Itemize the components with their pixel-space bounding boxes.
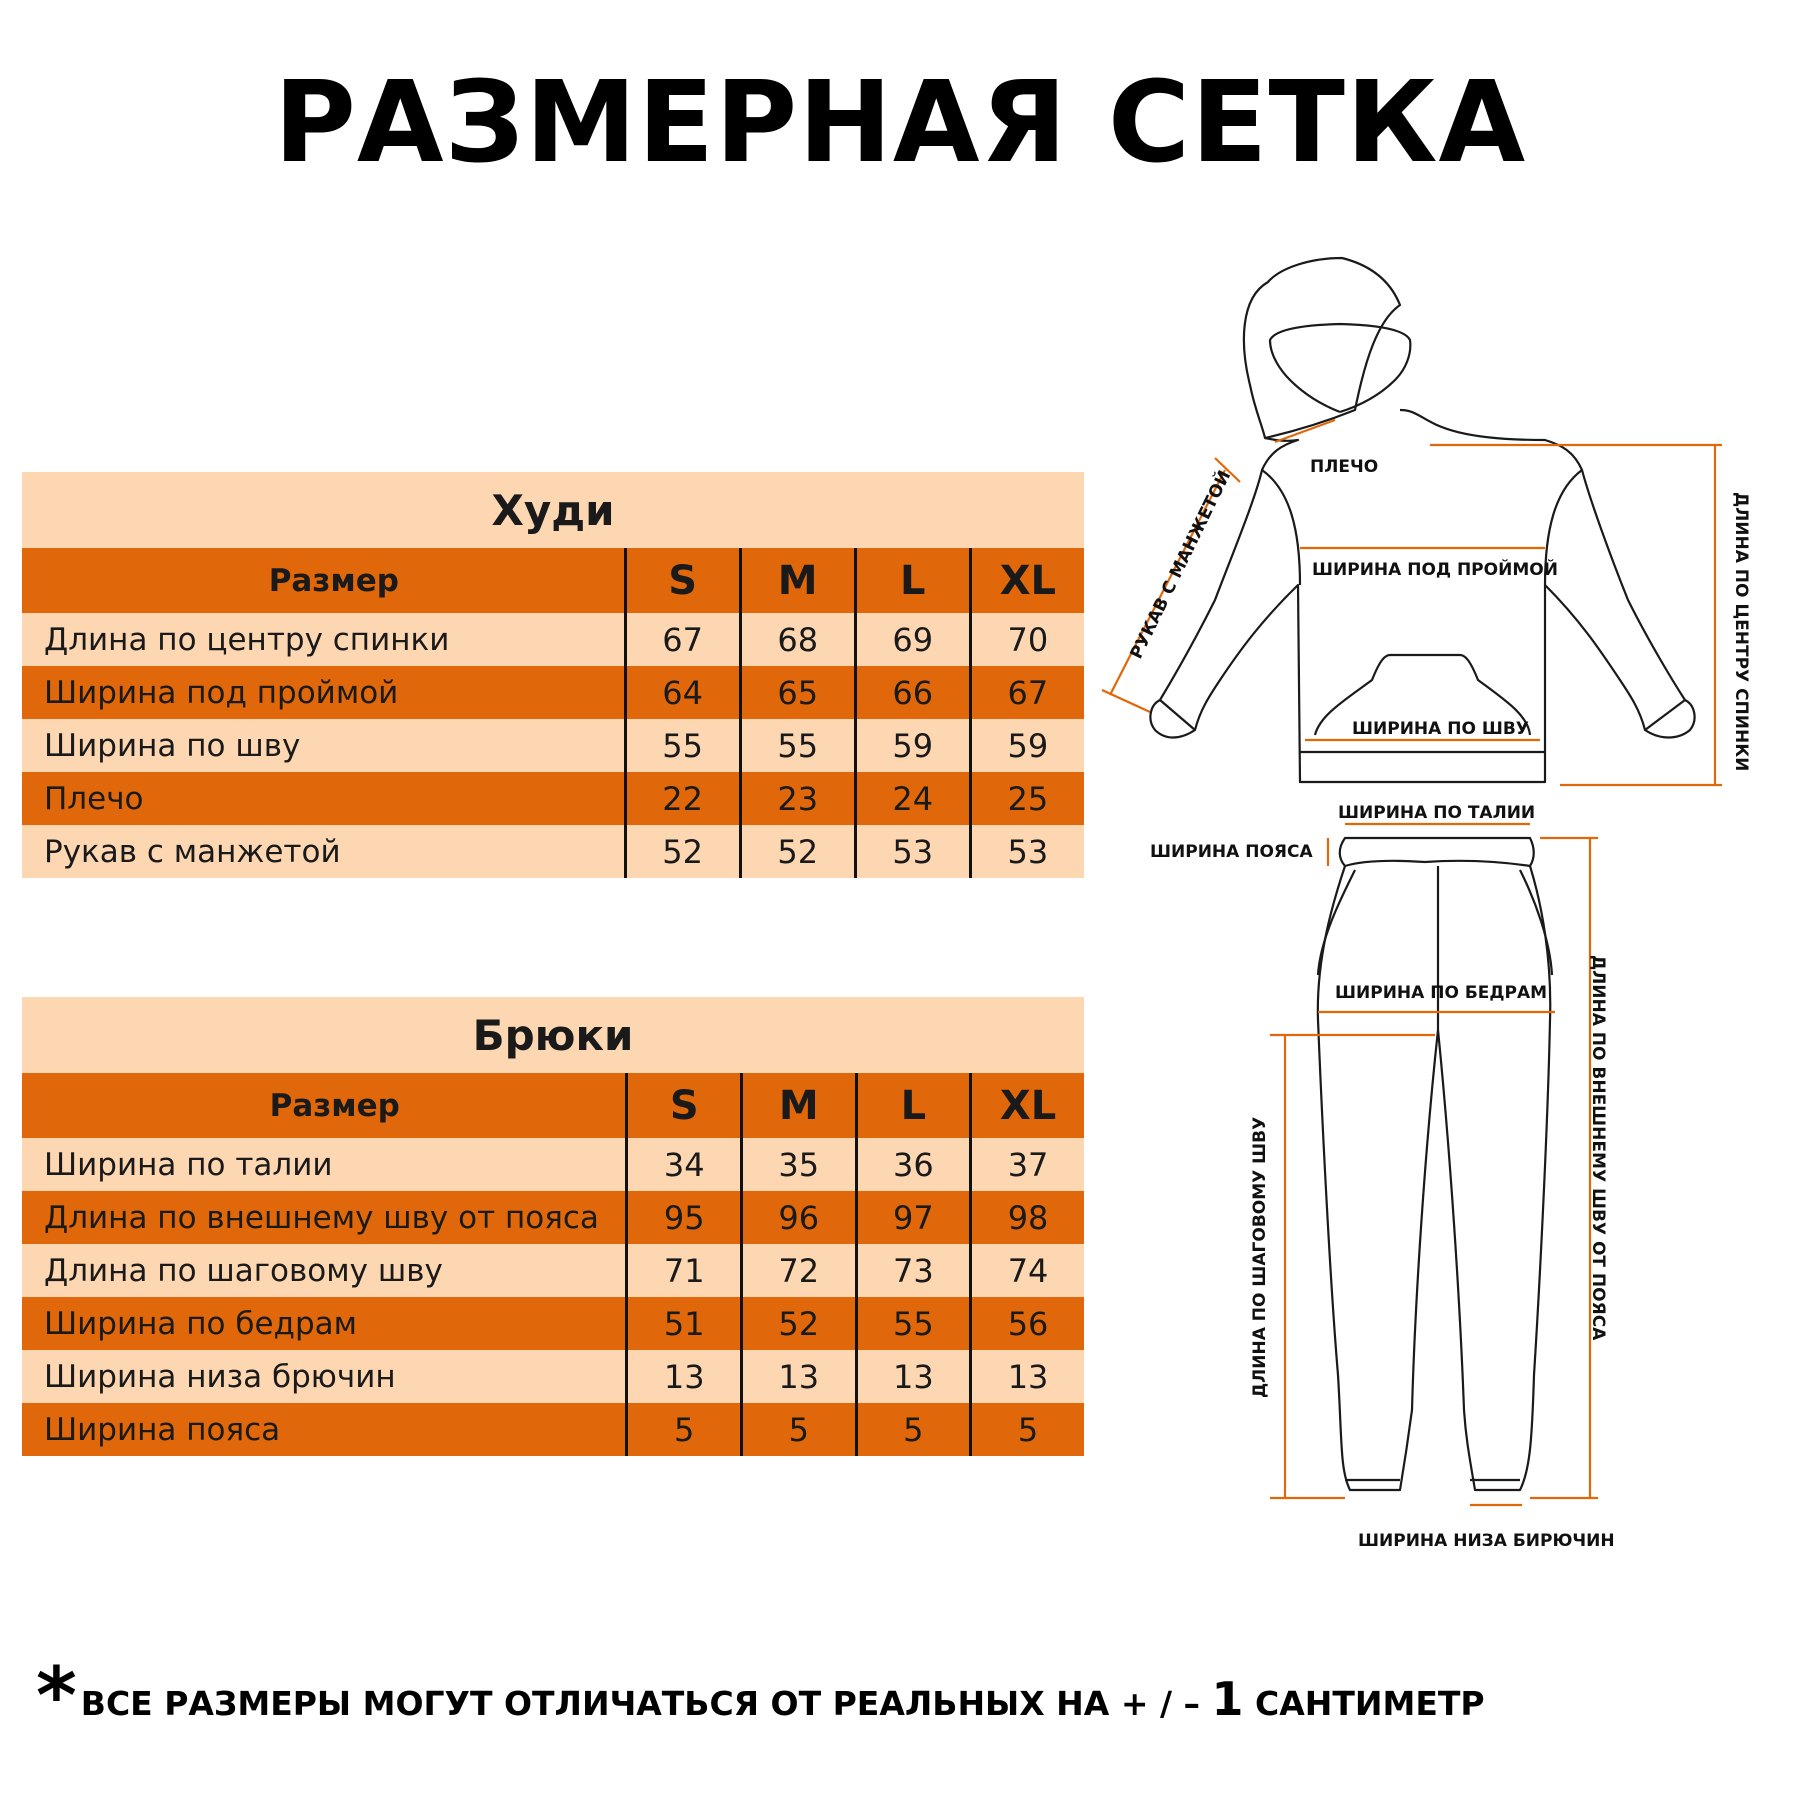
cell-s: 55 [625,719,740,772]
pants-pocket-left [1318,870,1355,975]
cell-m: 55 [740,719,855,772]
row-label: Плечо [22,772,625,825]
cell-l: 24 [855,772,970,825]
row-label: Длина по центру спинки [22,613,625,666]
garment-diagram [1090,250,1790,1570]
cell-s: 5 [627,1403,742,1456]
page-title: РАЗМЕРНАЯ СЕТКА [273,58,1527,188]
cell-s: 34 [627,1138,742,1191]
cell-m: 65 [740,666,855,719]
table-row [22,1403,1084,1456]
table-row [22,825,1084,878]
cell-s: 51 [627,1297,742,1350]
footnote-text: ВСЕ РАЗМЕРЫ МОГУТ ОТЛИЧАТЬСЯ ОТ РЕАЛЬНЫХ НА + / – [80,1684,1212,1723]
label-outseam: ДЛИНА ПО ВНЕШНЕМУ ШВУ ОТ ПОЯСА [1588,955,1608,1341]
hoodie-header-row [22,548,1084,613]
table-row [22,1244,1084,1297]
cell-s: 64 [625,666,740,719]
cell-m: 23 [740,772,855,825]
label-back-length: ДЛИНА ПО ЦЕНТРУ СПИНКИ [1731,492,1751,772]
row-label: Длина по шаговому шву [22,1244,627,1297]
cell-l: 53 [855,825,970,878]
pants-waistband [1340,838,1534,866]
cell-xl: 67 [970,666,1084,719]
label-waist: ШИРИНА ПО ТАЛИИ [1338,803,1536,823]
cell-s: 13 [627,1350,742,1403]
hoodie-hood-outline [1244,258,1400,438]
header-size-s: S [627,1073,742,1138]
hoodie-size-table [22,472,1084,878]
table-row [22,719,1084,772]
cell-m: 5 [742,1403,857,1456]
measure-shoulder [1275,420,1335,442]
header-size-label: Размер [22,548,625,613]
cell-l: 5 [856,1403,971,1456]
measure-sleeve-bottom [1102,690,1150,712]
cell-m: 96 [742,1191,857,1244]
row-label: Длина по внешнему шву от пояса [22,1191,627,1244]
hoodie-hood-opening [1270,324,1410,412]
cell-s: 22 [625,772,740,825]
row-label: Ширина по шву [22,719,625,772]
cell-l: 73 [856,1244,971,1297]
row-label: Ширина пояса [22,1403,627,1456]
hoodie-caption-row [22,472,1084,548]
table-row [22,1297,1084,1350]
cell-xl: 25 [970,772,1084,825]
cell-xl: 5 [971,1403,1084,1456]
cell-l: 66 [855,666,970,719]
cell-s: 52 [625,825,740,878]
header-size-m: M [740,548,855,613]
row-label: Ширина под проймой [22,666,625,719]
label-hips: ШИРИНА ПО БЕДРАМ [1335,983,1548,1003]
hoodie-sleeve-seam-left [1262,470,1300,585]
cell-l: 59 [855,719,970,772]
hoodie-cuff-left [1160,700,1195,730]
cell-l: 36 [856,1138,971,1191]
table-row [22,1191,1084,1244]
header-size-l: L [856,1073,971,1138]
table-row [22,666,1084,719]
cell-xl: 37 [971,1138,1084,1191]
footnote [36,1652,1485,1742]
table-row [22,1138,1084,1191]
cell-xl: 53 [970,825,1084,878]
row-label: Ширина по талии [22,1138,627,1191]
header-size-m: M [742,1073,857,1138]
hoodie-caption: Худи [22,472,1084,548]
cell-m: 72 [742,1244,857,1297]
label-chest: ШИРИНА ПОД ПРОЙМОЙ [1312,560,1558,580]
footnote-number: 1 [1211,1672,1244,1726]
table-row [22,1350,1084,1403]
cell-xl: 56 [971,1297,1084,1350]
header-size-s: S [625,548,740,613]
pants-caption-row [22,997,1084,1073]
header-size-xl: XL [971,1073,1084,1138]
label-shoulder: ПЛЕЧО [1310,457,1379,477]
label-hem: ШИРИНА ПО ШВУ [1352,719,1529,739]
cell-l: 69 [855,613,970,666]
cell-m: 52 [740,825,855,878]
table-row [22,613,1084,666]
cell-l: 55 [856,1297,971,1350]
cell-m: 52 [742,1297,857,1350]
cell-xl: 13 [971,1350,1084,1403]
label-sleeve: РУКАВ С МАНЖЕТОЙ [1126,467,1236,663]
footnote-star: * [36,1652,77,1742]
cell-s: 95 [627,1191,742,1244]
label-waistband: ШИРИНА ПОЯСА [1150,842,1313,862]
cell-xl: 98 [971,1191,1084,1244]
cell-m: 35 [742,1138,857,1191]
header-size-xl: XL [970,548,1084,613]
row-label: Ширина низа брючин [22,1350,627,1403]
row-label: Ширина по бедрам [22,1297,627,1350]
cell-s: 71 [627,1244,742,1297]
label-leg-opening: ШИРИНА НИЗА БИРЮЧИН [1358,1531,1615,1551]
cell-l: 13 [856,1350,971,1403]
pants-size-table [22,997,1084,1456]
footnote-unit: САНТИМЕТР [1243,1684,1485,1723]
pants-header-row [22,1073,1084,1138]
cell-m: 13 [742,1350,857,1403]
pants-caption: Брюки [22,997,1084,1073]
cell-xl: 70 [970,613,1084,666]
header-size-l: L [855,548,970,613]
row-label: Рукав с манжетой [22,825,625,878]
cell-xl: 74 [971,1244,1084,1297]
cell-xl: 59 [970,719,1084,772]
header-size-label: Размер [22,1073,627,1138]
cell-l: 97 [856,1191,971,1244]
label-inseam: ДЛИНА ПО ШАГОВОМУ ШВУ [1250,1116,1270,1398]
cell-s: 67 [625,613,740,666]
table-row [22,772,1084,825]
hoodie-cuff-right [1645,700,1685,730]
cell-m: 68 [740,613,855,666]
pants-outline [1318,866,1550,1490]
